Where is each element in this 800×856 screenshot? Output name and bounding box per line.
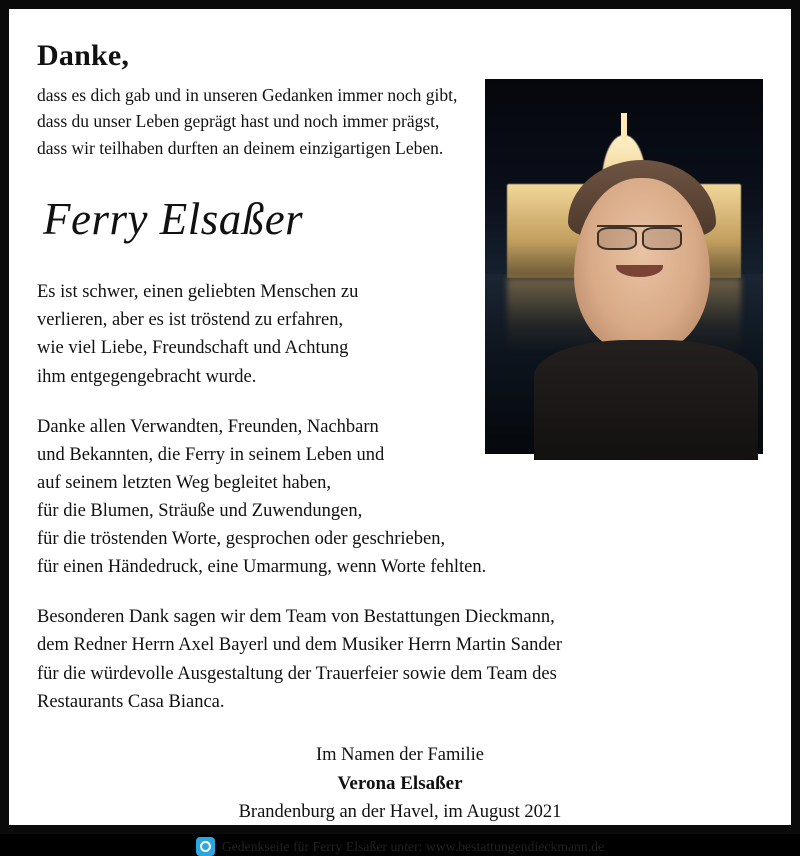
paragraph-condolence bbox=[37, 278, 482, 390]
family-intro: Im Namen der Familie bbox=[316, 744, 484, 765]
portrait-photo bbox=[485, 79, 763, 454]
paragraph-line: für die tröstenden Worte, gesprochen oder geschrieben, bbox=[37, 529, 446, 550]
paragraph-line: dem Redner Herrn Axel Bayerl und dem Musiker Herrn Martin Sander bbox=[37, 635, 563, 656]
person-smile bbox=[616, 265, 662, 277]
paragraph-line: für einen Händedruck, eine Umarmung, wenn Worte fehlten. bbox=[37, 557, 487, 578]
obituary-card bbox=[9, 9, 791, 854]
paragraph-line: ihm entgegengebracht wurde. bbox=[37, 366, 257, 387]
memorial-link-row[interactable] bbox=[37, 837, 763, 856]
paragraph-line: für die würdevolle Ausgestaltung der Trauerfeier sowie dem Team des bbox=[37, 663, 557, 684]
paragraph-line: Besonderen Dank sagen wir dem Team von Bestattungen Dieckmann, bbox=[37, 607, 555, 628]
memorial-link-text[interactable]: Gedenkseite für Ferry Elsaßer unter: www.bestattungendieckmann.de bbox=[221, 838, 605, 854]
deceased-name: Ferry Elsaßer bbox=[43, 193, 304, 244]
paragraph-line: wie viel Liebe, Freundschaft und Achtung bbox=[37, 338, 349, 359]
photo-spire bbox=[621, 113, 627, 143]
paragraph-line: für die Blumen, Sträuße und Zuwendungen, bbox=[37, 501, 363, 522]
paragraph-line: Es ist schwer, einen geliebten Menschen zu bbox=[37, 282, 359, 303]
page-title: Danke, bbox=[37, 39, 130, 72]
signature-block bbox=[37, 742, 763, 856]
paragraph-line: auf seinem letzten Weg begleitet haben, bbox=[37, 472, 332, 493]
intro-line: dass wir teilhaben durften an deinem einzigartigen Leben. bbox=[37, 137, 444, 158]
paragraph-special-thanks bbox=[37, 603, 763, 715]
place-and-date: Brandenburg an der Havel, im August 2021 bbox=[238, 802, 562, 823]
memorial-logo-icon bbox=[196, 837, 215, 856]
intro-line: dass du unser Leben geprägt hast und noch immer prägst, bbox=[37, 111, 440, 132]
family-name: Verona Elsaßer bbox=[337, 772, 463, 794]
paragraph-line: verlieren, aber es ist tröstend zu erfahren, bbox=[37, 310, 344, 331]
intro-line: dass es dich gab und in unseren Gedanken immer noch gibt, bbox=[37, 85, 458, 105]
person-face bbox=[574, 178, 710, 352]
photo-person bbox=[546, 154, 746, 454]
paragraph-line: und Bekannten, die Ferry in seinem Leben und bbox=[37, 444, 385, 465]
person-shirt bbox=[534, 340, 758, 460]
glasses-icon bbox=[597, 225, 681, 246]
intro-text bbox=[37, 82, 482, 161]
paragraph-line: Danke allen Verwandten, Freunden, Nachbarn bbox=[37, 416, 379, 437]
paragraph-line: Restaurants Casa Bianca. bbox=[37, 691, 225, 712]
